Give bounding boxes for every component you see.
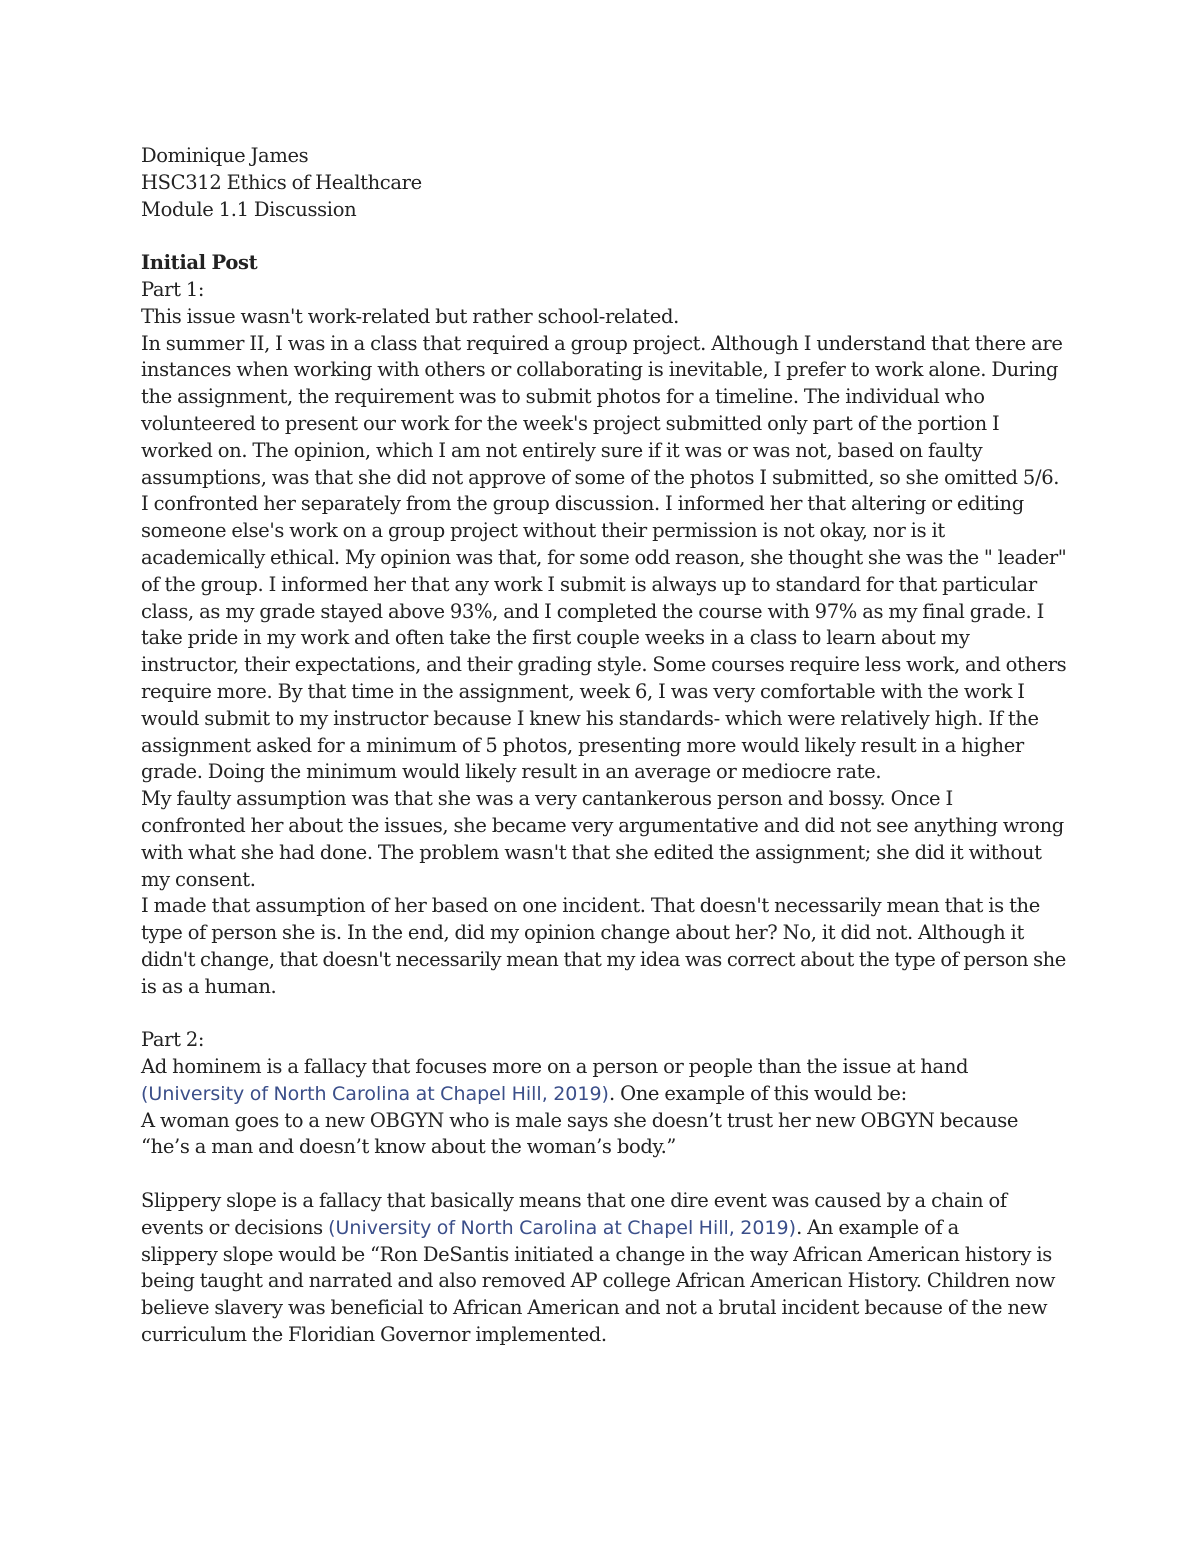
text-line	[141, 1215, 1071, 1242]
text-line: class, as my grade stayed above 93%, and I completed the course with 97% as my final grade. I	[141, 599, 1044, 623]
text-line: of the group. I informed her that any work I submit is always up to standard for that particular	[141, 572, 1037, 596]
text-line: assignment asked for a minimum of 5 photos, presenting more would likely result in a higher	[141, 733, 1024, 757]
text-line: my consent.	[141, 867, 256, 891]
text-line: confronted her about the issues, she became very argumentative and did not see anything wrong	[141, 813, 1064, 837]
part1-label: Part 1:	[141, 277, 205, 301]
spacer	[141, 1001, 1071, 1028]
text-line: worked on. The opinion, which I am not entirely sure if it was or was not, based on faulty	[141, 438, 983, 462]
text-line: didn't change, that doesn't necessarily mean that my idea was correct about the type of person she	[141, 947, 1066, 971]
text-line: grade. Doing the minimum would likely result in an average or mediocre rate.	[141, 760, 882, 784]
text-line: being taught and narrated and also removed AP college African American History. Children now	[141, 1269, 1056, 1293]
module-title: Module 1.1 Discussion	[141, 197, 357, 221]
text-line: “he’s a man and doesn’t know about the woman’s body.”	[141, 1135, 677, 1159]
spacer	[141, 1161, 1071, 1188]
text-line: would submit to my instructor because I knew his standards- which were relatively high. If the	[141, 706, 1039, 730]
text-line: take pride in my work and often take the first couple weeks in a class to learn about my	[141, 626, 970, 650]
text-line	[141, 1081, 1071, 1108]
text-line: type of person she is. In the end, did my opinion change about her? No, it did not. Although it	[141, 921, 1024, 945]
text-line: My faulty assumption was that she was a very cantankerous person and bossy. Once I	[141, 787, 953, 811]
citation: (University of North Carolina at Chapel Hill, 2019)	[141, 1082, 609, 1105]
part1-paragraph	[141, 304, 1071, 1001]
text-fragment: events or decisions	[141, 1215, 329, 1239]
text-line: This issue wasn't work-related but rather school-related.	[141, 304, 679, 328]
ad-hominem-paragraph	[141, 1054, 1071, 1161]
text-line: the assignment, the requirement was to submit photos for a timeline. The individual who	[141, 385, 985, 409]
text-line: assumptions, was that she did not approve of some of the photos I submitted, so she omitted 5/6.	[141, 465, 1060, 489]
citation: (University of North Carolina at Chapel Hill, 2019)	[328, 1216, 797, 1239]
text-line: instructor, their expectations, and their grading style. Some courses require less work, and others	[141, 653, 1067, 677]
text-line: curriculum the Floridian Governor implemented.	[141, 1323, 607, 1347]
text-line: believe slavery was beneficial to African American and not a brutal incident because of the new	[141, 1296, 1048, 1320]
text-line: I made that assumption of her based on one incident. That doesn't necessarily mean that is the	[141, 894, 1040, 918]
text-line: academically ethical. My opinion was that, for some odd reason, she thought she was the " leader"	[141, 545, 1067, 569]
text-line: volunteered to present our work for the week's project submitted only part of the portion I	[141, 411, 1000, 435]
text-line: require more. By that time in the assignment, week 6, I was very comfortable with the work I	[141, 679, 1025, 703]
text-line: Slippery slope is a fallacy that basically means that one dire event was caused by a chain of	[141, 1189, 1007, 1213]
text-line: A woman goes to a new OBGYN who is male says she doesn’t trust her new OBGYN because	[141, 1108, 1019, 1132]
text-line: I confronted her separately from the group discussion. I informed her that altering or editing	[141, 492, 1024, 516]
course-title: HSC312 Ethics of Healthcare	[141, 170, 422, 194]
text-line: with what she had done. The problem wasn't that she edited the assignment; she did it without	[141, 840, 1042, 864]
part2-label: Part 2:	[141, 1028, 205, 1052]
text-line: In summer II, I was in a class that required a group project. Although I understand that there are	[141, 331, 1063, 355]
slippery-slope-paragraph	[141, 1188, 1071, 1349]
text-line: someone else's work on a group project without their permission is not okay, nor is it	[141, 519, 945, 543]
text-line: is as a human.	[141, 974, 277, 998]
document-body	[141, 143, 1071, 1349]
text-fragment: . One example of this would be:	[608, 1081, 907, 1105]
spacer	[141, 223, 1071, 250]
text-fragment: . An example of a	[796, 1215, 959, 1239]
text-line: Ad hominem is a fallacy that focuses more on a person or people than the issue at hand	[141, 1055, 969, 1079]
text-line: instances when working with others or collaborating is inevitable, I prefer to work alone. During	[141, 358, 1059, 382]
section-heading-initial-post: Initial Post	[141, 251, 258, 275]
text-line: slippery slope would be “Ron DeSantis initiated a change in the way African American history is	[141, 1242, 1052, 1266]
author-name: Dominique James	[141, 144, 309, 167]
